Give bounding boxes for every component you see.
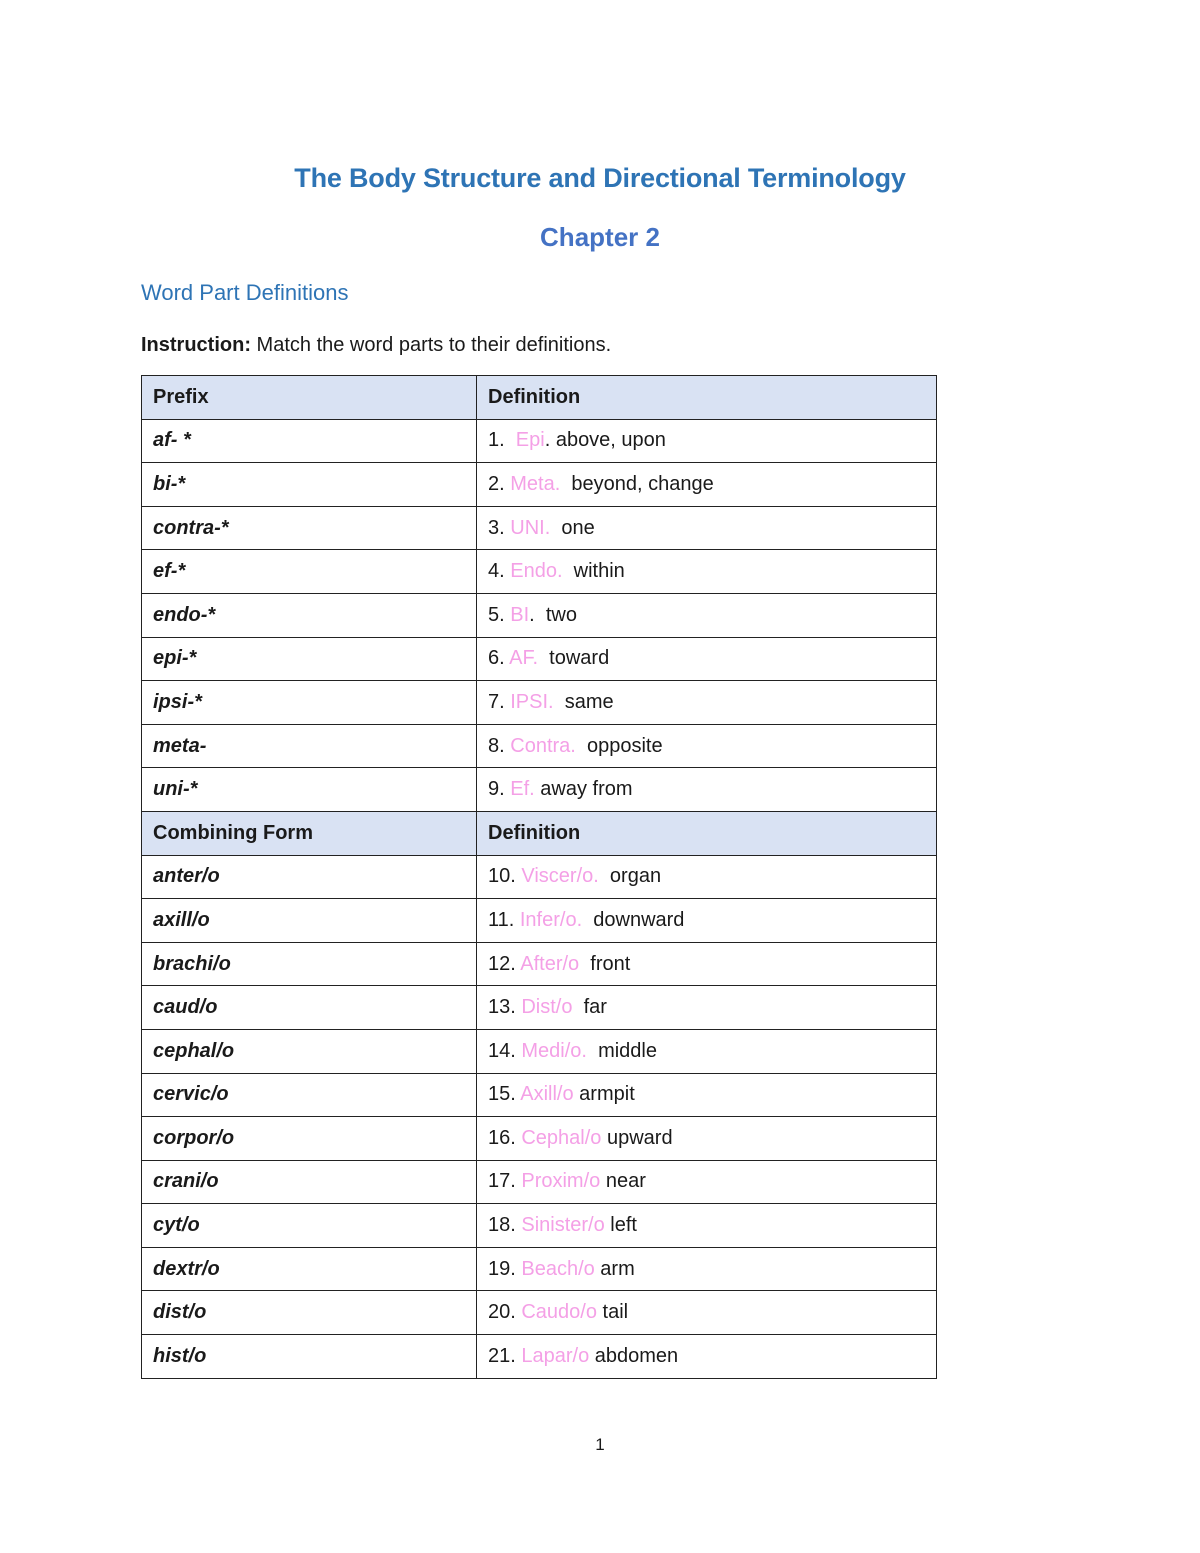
table-row [142, 855, 937, 899]
table-row [142, 1073, 937, 1117]
word-part-term: dist/o [142, 1291, 477, 1335]
definition-cell [477, 1117, 937, 1161]
word-part-term: anter/o [142, 855, 477, 899]
definition-cell [477, 855, 937, 899]
item-number: 3. [488, 516, 511, 539]
handwritten-answer: Viscer/o. [521, 865, 599, 888]
word-part-term: meta- [142, 724, 477, 768]
definition-text: toward [538, 647, 610, 670]
combining-form-header-row [142, 811, 937, 855]
prefix-column-header: Prefix [142, 376, 477, 420]
table-row [142, 1204, 937, 1248]
section-heading: Word Part Definitions [141, 280, 349, 305]
word-part-term: caud/o [142, 986, 477, 1030]
definition-text: near [600, 1170, 646, 1193]
item-number: 18. [488, 1214, 522, 1237]
definition-cell [477, 942, 937, 986]
instruction-line [141, 334, 611, 357]
definition-cell [477, 1335, 937, 1379]
definition-text: beyond, change [560, 472, 714, 495]
definition-text: front [579, 952, 631, 975]
definition-cell [477, 1204, 937, 1248]
word-part-term: crani/o [142, 1160, 477, 1204]
item-number: 20. [488, 1301, 522, 1324]
item-number: 15. [488, 1083, 521, 1106]
handwritten-answer: IPSI. [510, 690, 554, 713]
definition-text: . two [529, 603, 577, 626]
instruction-text: Match the word parts to their definitions. [251, 334, 612, 356]
table-row [142, 681, 937, 725]
handwritten-answer: Infer/o. [519, 908, 583, 931]
word-part-term: bi-* [142, 463, 477, 507]
handwritten-answer: Caudo/o [521, 1301, 597, 1324]
definition-text: downward [582, 908, 685, 931]
word-part-term: brachi/o [142, 942, 477, 986]
definition-cell [477, 768, 937, 812]
word-part-term: af- * [142, 419, 477, 463]
definition-cell [477, 506, 937, 550]
item-number: 21. [488, 1344, 522, 1367]
definition-cell [477, 593, 937, 637]
word-part-term: contra-* [142, 506, 477, 550]
prefix-header-row [142, 376, 937, 420]
table-row [142, 768, 937, 812]
word-part-term: ef-* [142, 550, 477, 594]
page-number: 1 [595, 1435, 605, 1454]
table-row [142, 1117, 937, 1161]
definition-cell [477, 550, 937, 594]
definition-text: within [562, 560, 625, 583]
table-row [142, 419, 937, 463]
definition-cell [477, 1247, 937, 1291]
definition-text: middle [586, 1039, 657, 1062]
word-part-term: dextr/o [142, 1247, 477, 1291]
item-number: 13. [488, 996, 522, 1019]
definition-text: left [604, 1214, 637, 1237]
table-row [142, 724, 937, 768]
definition-text: organ [598, 865, 662, 888]
handwritten-answer: After/o [520, 952, 580, 975]
definition-text: abdomen [589, 1344, 679, 1367]
table-row [142, 942, 937, 986]
handwritten-answer: Epi [515, 429, 545, 452]
handwritten-answer: UNI. [510, 516, 551, 539]
item-number: 4. [488, 560, 511, 583]
table-row [142, 986, 937, 1030]
item-number: 19. [488, 1257, 522, 1280]
definition-column-header: Definition [477, 811, 937, 855]
definition-text: same [553, 690, 614, 713]
word-part-term: ipsi-* [142, 681, 477, 725]
definition-text: arm [594, 1257, 635, 1280]
word-part-term: epi-* [142, 637, 477, 681]
handwritten-answer: Axill/o [520, 1083, 574, 1106]
instruction-label: Instruction: [141, 334, 251, 356]
table-row [142, 593, 937, 637]
word-part-table [141, 375, 937, 1379]
word-part-table-body [142, 376, 937, 1379]
chapter-title: Chapter 2 [540, 222, 660, 252]
word-part-term: cyt/o [142, 1204, 477, 1248]
item-number: 5. [488, 603, 511, 626]
item-number: 6. [488, 647, 510, 670]
word-part-term: uni-* [142, 768, 477, 812]
definition-cell [477, 1291, 937, 1335]
word-part-term: corpor/o [142, 1117, 477, 1161]
table-row [142, 506, 937, 550]
definition-cell [477, 463, 937, 507]
definition-text: . above, upon [544, 429, 666, 452]
item-number: 12. [488, 952, 521, 975]
definition-cell [477, 899, 937, 943]
word-part-term: cephal/o [142, 1029, 477, 1073]
word-part-term: hist/o [142, 1335, 477, 1379]
combining-form-column-header: Combining Form [142, 811, 477, 855]
item-number: 10. [488, 865, 522, 888]
handwritten-answer: Ef. [510, 778, 535, 801]
definition-cell [477, 1160, 937, 1204]
item-number: 2. [488, 472, 511, 495]
table-row [142, 1291, 937, 1335]
handwritten-answer: BI [510, 603, 530, 626]
handwritten-answer: Medi/o. [521, 1039, 587, 1062]
word-part-term: endo-* [142, 593, 477, 637]
definition-cell [477, 419, 937, 463]
definition-cell [477, 681, 937, 725]
handwritten-answer: Sinister/o [521, 1214, 605, 1237]
item-number: 16. [488, 1126, 522, 1149]
page-title: The Body Structure and Directional Terminology [294, 163, 906, 193]
definition-text: away from [534, 778, 633, 801]
table-row [142, 1247, 937, 1291]
definition-text: upward [601, 1126, 673, 1149]
item-number: 1. [488, 429, 516, 452]
item-number: 7. [488, 690, 511, 713]
handwritten-answer: Meta. [510, 472, 561, 495]
handwritten-answer: Lapar/o [521, 1344, 590, 1367]
definition-cell [477, 1073, 937, 1117]
table-row [142, 1335, 937, 1379]
definition-text: far [572, 996, 607, 1019]
handwritten-answer: Endo. [510, 560, 563, 583]
table-row [142, 1160, 937, 1204]
definition-text: one [550, 516, 595, 539]
word-part-term: axill/o [142, 899, 477, 943]
definition-cell [477, 986, 937, 1030]
definition-text: opposite [575, 734, 663, 757]
table-row [142, 550, 937, 594]
definition-cell [477, 1029, 937, 1073]
handwritten-answer: Cephal/o [521, 1126, 602, 1149]
handwritten-answer: Dist/o [521, 996, 573, 1019]
item-number: 8. [488, 734, 511, 757]
definition-text: tail [596, 1301, 629, 1324]
handwritten-answer: AF. [509, 647, 539, 670]
table-row [142, 1029, 937, 1073]
definition-cell [477, 637, 937, 681]
item-number: 14. [488, 1039, 522, 1062]
definition-cell [477, 724, 937, 768]
table-row [142, 463, 937, 507]
definition-column-header: Definition [477, 376, 937, 420]
word-part-term: cervic/o [142, 1073, 477, 1117]
definition-text: armpit [573, 1083, 635, 1106]
item-number: 9. [488, 778, 511, 801]
handwritten-answer: Beach/o [521, 1257, 595, 1280]
table-row [142, 899, 937, 943]
item-number: 11. [488, 908, 520, 931]
handwritten-answer: Proxim/o [521, 1170, 601, 1193]
item-number: 17. [488, 1170, 522, 1193]
handwritten-answer: Contra. [510, 734, 576, 757]
table-row [142, 637, 937, 681]
